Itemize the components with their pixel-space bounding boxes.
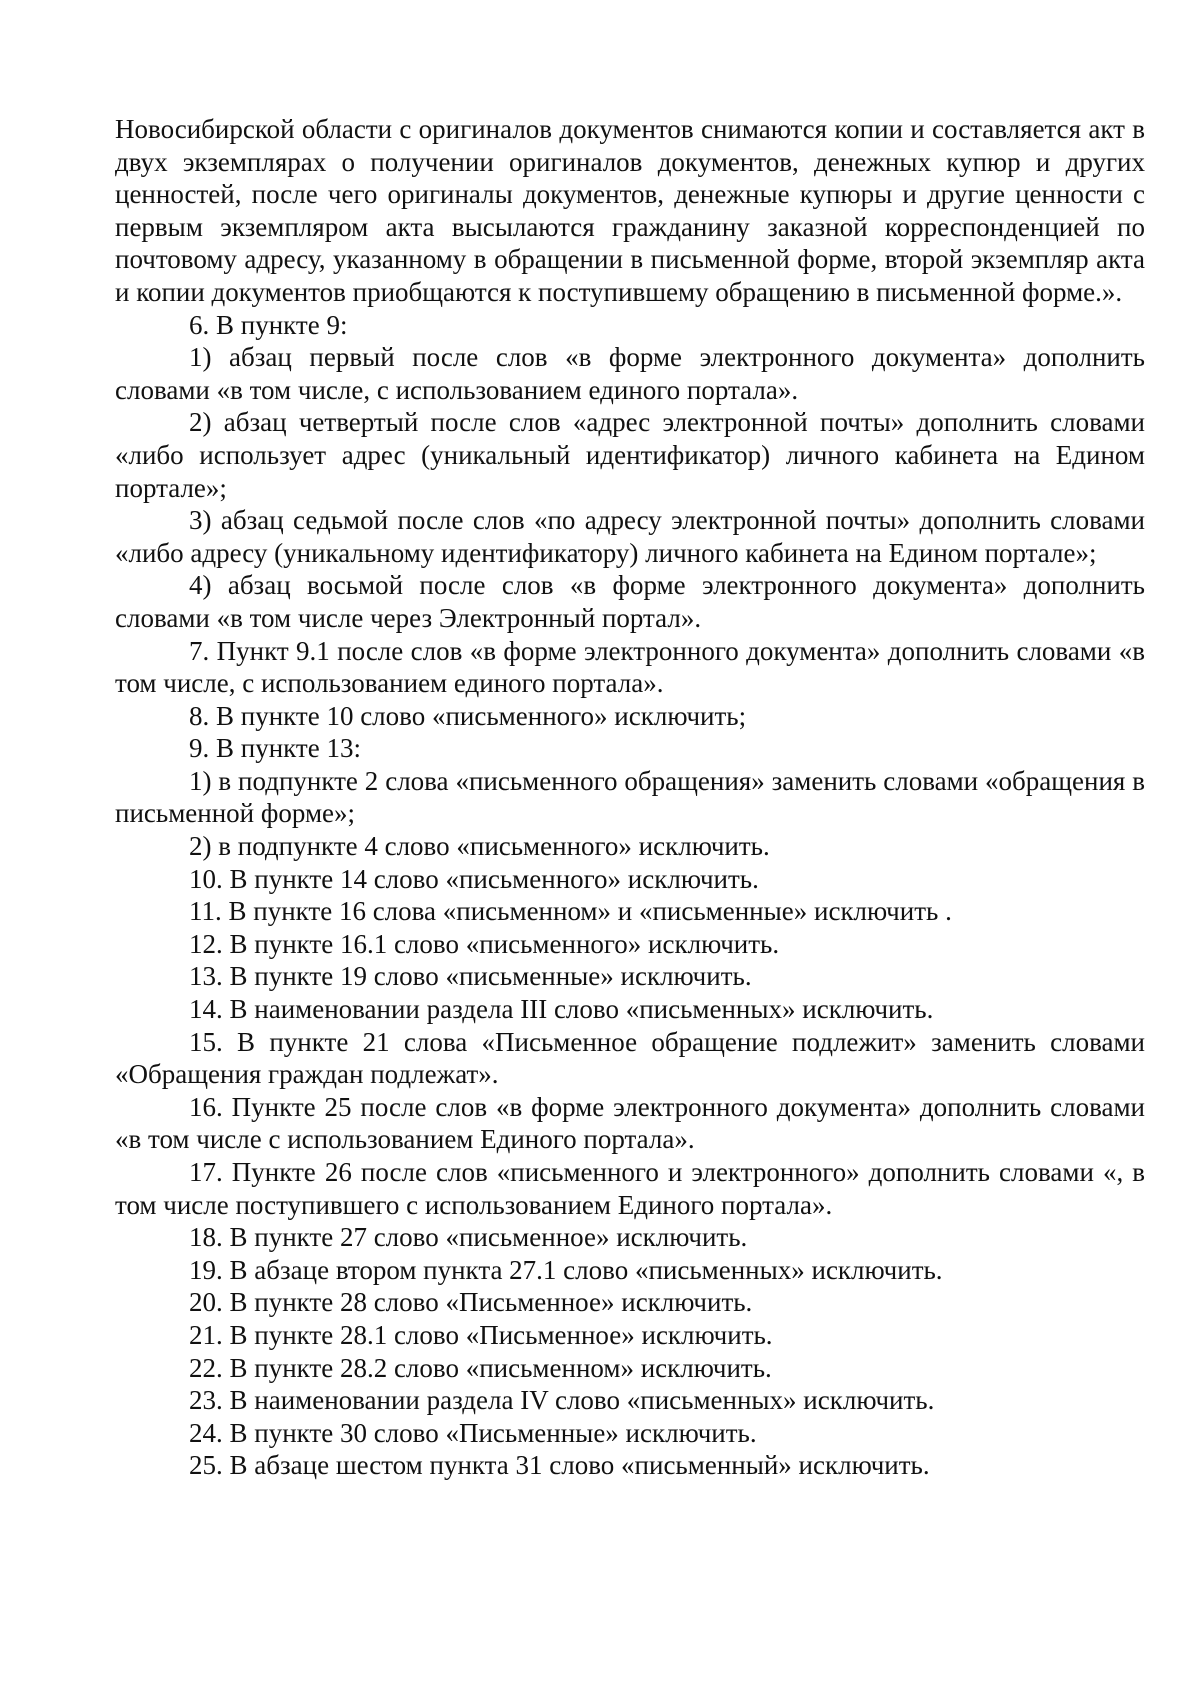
item-14: 14. В наименовании раздела III слово «письменных» исключить. [189,994,934,1025]
item-12: 12. В пункте 16.1 слово «письменного» исключить. [189,928,780,959]
item-24: 24. В пункте 30 слово «Письменные» исключить. [189,1417,757,1448]
item-13: 13. В пункте 19 слово «письменные» исключить. [189,961,752,992]
document-page [115,113,1145,1482]
item-9-2: 2) в подпункте 4 слово «письменного» исключить. [189,831,770,862]
item-19: 19. В абзаце втором пункта 27.1 слово «письменных» исключить. [189,1254,943,1285]
item-20: 20. В пункте 28 слово «Письменное» исключить. [189,1287,753,1318]
item-6-2: 2) абзац четвертый после слов «адрес электронной почты» дополнить словами «либо использует адрес (уникальный идентификатор) личного кабинета на Едином портале»; [115,407,1145,503]
item-10: 10. В пункте 14 слово «письменного» исключить. [189,863,759,894]
item-25: 25. В абзаце шестом пункта 31 слово «письменный» исключить. [189,1450,930,1481]
item-6-3: 3) абзац седьмой после слов «по адресу электронной почты» дополнить словами «либо адресу (уникальному идентификатору) личного кабинета на Едином портале»; [115,505,1145,568]
item-23: 23. В наименовании раздела IV слово «письменных» исключить. [189,1385,935,1416]
item-11: 11. В пункте 16 слова «письменном» и «письменные» исключить . [189,896,952,927]
item-22: 22. В пункте 28.2 слово «письменном» исключить. [189,1352,772,1383]
item-6-4: 4) абзац восьмой после слов «в форме электронного документа» дополнить словами «в том числе через Электронный портал». [115,570,1145,633]
item-16: 16. Пункте 25 после слов «в форме электронного документа» дополнить словами «в том числе с использованием Единого портала». [115,1091,1145,1155]
paragraph-continuation: Новосибирской области с оригиналов документов снимаются копии и составляется акт в двух экземплярах о получении оригиналов документов, денежных купюр и других ценностей, после чего оригиналы документов, денежные купюры и другие ценности с первым экземпляром акта высылаются гражданину заказной корреспонденцией по почтовому адресу, указанному в обращении в письменной форме, второй экземпляр акта и копии документов приобщаются к поступившему обращению в письменной форме.». [115,114,1145,307]
item-6: 6. В пункте 9: [189,309,348,340]
item-15: 15. В пункте 21 слова «Письменное обращение подлежит» заменить словами «Обращения граждан подлежат». [115,1026,1145,1090]
item-9-1: 1) в подпункте 2 слова «письменного обращения» заменить словами «обращения в письменной форме»; [115,765,1145,829]
item-8: 8. В пункте 10 слово «письменного» исключить; [189,700,747,731]
item-21: 21. В пункте 28.1 слово «Письменное» исключить. [189,1319,773,1350]
item-18: 18. В пункте 27 слово «письменное» исключить. [189,1222,748,1253]
item-7: 7. Пункт 9.1 после слов «в форме электронного документа» дополнить словами «в том числе, с использованием единого портала». [115,635,1145,699]
item-17: 17. Пункте 26 после слов «письменного и электронного» дополнить словами «, в том числе поступившего с использованием Единого портала». [115,1157,1145,1220]
item-9: 9. В пункте 13: [189,733,361,764]
item-6-1: 1) абзац первый после слов «в форме электронного документа» дополнить словами «в том числе, с использованием единого портала». [115,342,1145,405]
